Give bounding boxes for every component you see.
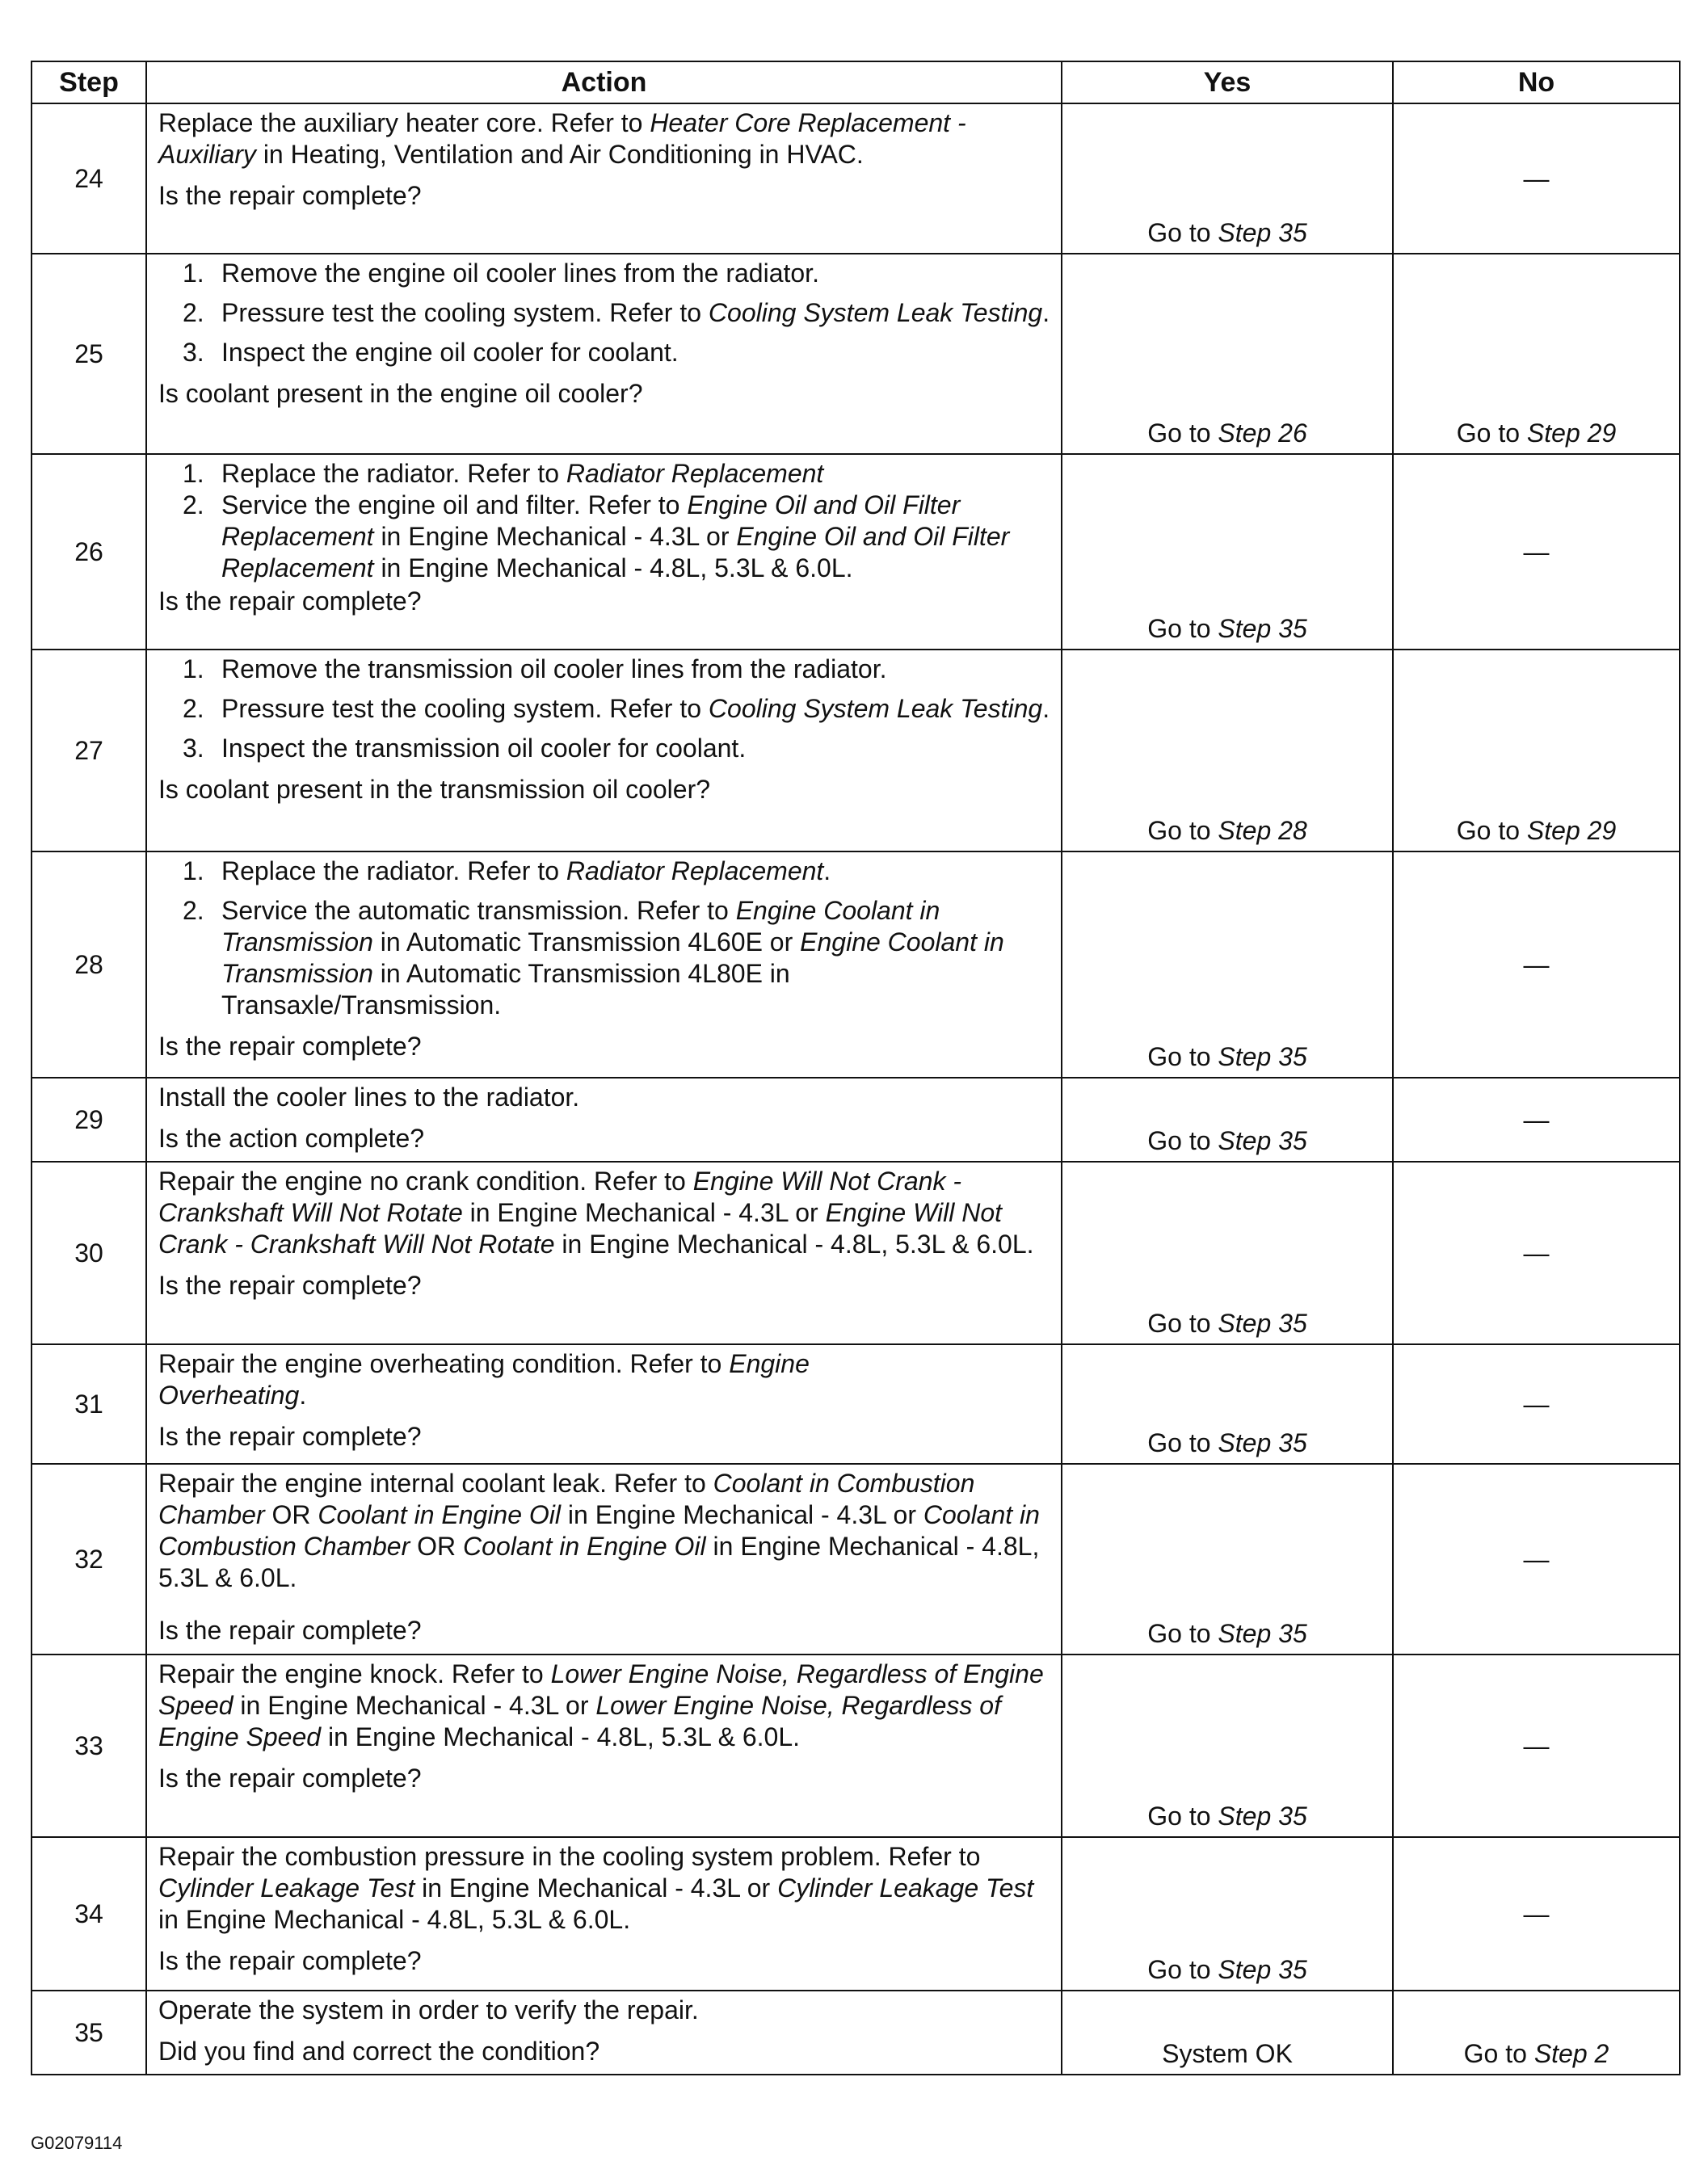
action-text: Install the cooler lines to the radiator. <box>158 1083 580 1112</box>
no-cell: — <box>1393 1655 1680 1837</box>
table-row <box>32 1162 1680 1344</box>
reference-link: Cylinder Leakage Test <box>777 1873 1034 1903</box>
table-row <box>32 1655 1680 1837</box>
yes-cell: Go to Step 35 <box>1062 1344 1393 1464</box>
reference-link: Coolant in Combustion Chamber <box>158 1500 1040 1561</box>
action-cell <box>146 1464 1062 1655</box>
question-text: Is the repair complete? <box>158 1764 422 1793</box>
reference-link: Lower Engine Noise, Regardless of Engine Speed <box>158 1691 1001 1751</box>
table-row <box>32 650 1680 851</box>
list-item: 3. Inspect the transmission oil cooler for coolant. <box>183 734 747 763</box>
table-row <box>32 103 1680 254</box>
yes-cell: Go to Step 35 <box>1062 103 1393 254</box>
no-cell: Go to Step 29 <box>1393 254 1680 454</box>
yes-cell: Go to Step 35 <box>1062 1162 1393 1344</box>
reference-link: Heater Core Replacement - Auxiliary <box>158 108 966 169</box>
list-item: 1. Remove the transmission oil cooler lines from the radiator. <box>183 654 887 683</box>
action-list <box>158 258 1051 368</box>
list-item: 2. Pressure test the cooling system. Refer to Cooling System Leak Testing. <box>183 298 1050 327</box>
question-text: Is the repair complete? <box>158 1271 422 1300</box>
action-cell <box>146 454 1062 650</box>
action-text: Repair the engine knock. Refer to Lower Engine Noise, Regardless of Engine Speed in Engine Mechanical - 4.3L or Lower Engine Noise, Regardless of Engine Speed in Engine Mechanical - 4.8L, 5.3L & 6.0L. <box>158 1659 1044 1751</box>
action-list <box>158 458 1051 584</box>
step-number: 33 <box>32 1655 146 1837</box>
step-number: 29 <box>32 1078 146 1162</box>
yes-cell: Go to Step 35 <box>1062 1464 1393 1655</box>
reference-link: Coolant in Combustion Chamber <box>158 1469 975 1529</box>
table-row <box>32 1078 1680 1162</box>
reference-link: Lower Engine Noise, Regardless of Engine Speed <box>158 1659 1044 1720</box>
question-text: Is the repair complete? <box>158 1032 422 1061</box>
step-number: 30 <box>32 1162 146 1344</box>
action-text: Repair the engine overheating condition. Refer to Engine Overheating. <box>158 1349 810 1410</box>
table-row <box>32 1837 1680 1991</box>
reference-link: Coolant in Engine Oil <box>463 1532 706 1561</box>
list-item: 1. Replace the radiator. Refer to Radiator Replacement <box>183 459 824 488</box>
yes-cell: Go to Step 35 <box>1062 851 1393 1078</box>
action-cell <box>146 650 1062 851</box>
yes-cell: Go to Step 28 <box>1062 650 1393 851</box>
list-item: 2. Service the automatic transmission. Refer to Engine Coolant in Transmission in Automatic Transmission 4L60E or Engine Coolant in Transmission in Automatic Transmission 4L80E in Transaxle/Transmission. <box>183 896 1004 1020</box>
list-item: 1. Replace the radiator. Refer to Radiator Replacement. <box>183 856 831 885</box>
action-cell <box>146 1655 1062 1837</box>
action-text: Repair the engine no crank condition. Refer to Engine Will Not Crank - Crankshaft Will Not Rotate in Engine Mechanical - 4.3L or Engine Will Not Crank - Crankshaft Will Not Rotate in Engine Mechanical - 4.8L, 5.3L & 6.0L. <box>158 1167 1034 1259</box>
question-text: Is the repair complete? <box>158 181 422 210</box>
step-number: 32 <box>32 1464 146 1655</box>
diagnostic-table <box>31 61 1681 2075</box>
table-row <box>32 1464 1680 1655</box>
action-text: Repair the combustion pressure in the cooling system problem. Refer to Cylinder Leakage Test in Engine Mechanical - 4.3L or Cylinder Leakage Test in Engine Mechanical - 4.8L, 5.3L & 6.0L. <box>158 1842 1034 1934</box>
question-text: Is coolant present in the transmission oil cooler? <box>158 775 711 804</box>
no-cell: — <box>1393 1837 1680 1991</box>
yes-cell: Go to Step 26 <box>1062 254 1393 454</box>
header-no: No <box>1393 61 1680 103</box>
no-cell: — <box>1393 851 1680 1078</box>
reference-link: Engine Will Not Crank - Crankshaft Will Not Rotate <box>158 1167 961 1227</box>
action-cell <box>146 1837 1062 1991</box>
question-text: Is the repair complete? <box>158 1946 422 1975</box>
yes-cell: Go to Step 35 <box>1062 1078 1393 1162</box>
action-cell <box>146 1078 1062 1162</box>
no-cell: — <box>1393 103 1680 254</box>
yes-cell: Go to Step 35 <box>1062 1837 1393 1991</box>
yes-cell: System OK <box>1062 1991 1393 2075</box>
reference-link: Engine Coolant in Transmission <box>221 896 940 957</box>
reference-link: Coolant in Engine Oil <box>318 1500 562 1529</box>
no-cell: — <box>1393 1162 1680 1344</box>
reference-link: Cooling System Leak Testing <box>708 694 1043 723</box>
table-row <box>32 1991 1680 2075</box>
action-list <box>158 654 1051 764</box>
yes-cell: Go to Step 35 <box>1062 1655 1393 1837</box>
reference-link: Engine Oil and Oil Filter Replacement <box>221 522 1010 582</box>
action-text: Replace the auxiliary heater core. Refer to Heater Core Replacement - Auxiliary in Heating, Ventilation and Air Conditioning in HVAC. <box>158 108 966 169</box>
header-row <box>32 61 1680 103</box>
action-cell <box>146 254 1062 454</box>
action-list <box>158 856 1051 1021</box>
table-row <box>32 851 1680 1078</box>
step-number: 34 <box>32 1837 146 1991</box>
action-cell <box>146 1344 1062 1464</box>
question-text: Is the repair complete? <box>158 587 422 616</box>
header-yes: Yes <box>1062 61 1393 103</box>
figure-id: G02079114 <box>31 2133 123 2153</box>
question-text: Did you find and correct the condition? <box>158 2037 600 2066</box>
no-cell: — <box>1393 454 1680 650</box>
no-cell: Go to Step 29 <box>1393 650 1680 851</box>
table-row <box>32 454 1680 650</box>
no-cell: — <box>1393 1078 1680 1162</box>
action-text: Repair the engine internal coolant leak. Refer to Coolant in Combustion Chamber OR Coolant in Engine Oil in Engine Mechanical - 4.3L or Coolant in Combustion Chamber OR Coolant in Engine Oil in Engine Mechanical - 4.8L, 5.3L & 6.0L. <box>158 1469 1040 1592</box>
action-cell <box>146 851 1062 1078</box>
action-cell <box>146 103 1062 254</box>
question-text: Is the repair complete? <box>158 1616 422 1645</box>
reference-link: Radiator Replacement <box>566 459 824 488</box>
yes-cell: Go to Step 35 <box>1062 454 1393 650</box>
question-text: Is the action complete? <box>158 1124 425 1153</box>
header-step: Step <box>32 61 146 103</box>
question-text: Is coolant present in the engine oil cooler? <box>158 379 643 408</box>
list-item: 3. Inspect the engine oil cooler for coolant. <box>183 338 679 367</box>
reference-link: Engine Coolant in Transmission <box>221 927 1004 988</box>
table-row <box>32 254 1680 454</box>
list-item: 2. Pressure test the cooling system. Refer to Cooling System Leak Testing. <box>183 694 1050 723</box>
reference-link: Radiator Replacement <box>566 856 824 885</box>
question-text: Is the repair complete? <box>158 1422 422 1451</box>
step-number: 26 <box>32 454 146 650</box>
no-cell: Go to Step 2 <box>1393 1991 1680 2075</box>
reference-link: Engine Overheating <box>158 1349 810 1410</box>
no-cell: — <box>1393 1464 1680 1655</box>
step-number: 25 <box>32 254 146 454</box>
list-item: 1. Remove the engine oil cooler lines from the radiator. <box>183 259 819 288</box>
reference-link: Cylinder Leakage Test <box>158 1873 415 1903</box>
reference-link: Engine Oil and Oil Filter Replacement <box>221 490 961 551</box>
step-number: 35 <box>32 1991 146 2075</box>
list-item: 2. Service the engine oil and filter. Refer to Engine Oil and Oil Filter Replacement in Engine Mechanical - 4.3L or Engine Oil and Oil Filter Replacement in Engine Mechanical - 4.8L, 5.3L & 6.0L. <box>183 490 1010 582</box>
action-cell <box>146 1991 1062 2075</box>
step-number: 31 <box>32 1344 146 1464</box>
reference-link: Engine Will Not Crank - Crankshaft Will Not Rotate <box>158 1198 1003 1259</box>
reference-link: Cooling System Leak Testing <box>708 298 1043 327</box>
step-number: 27 <box>32 650 146 851</box>
action-text: Operate the system in order to verify the repair. <box>158 1995 699 2025</box>
table-row <box>32 1344 1680 1464</box>
no-cell: — <box>1393 1344 1680 1464</box>
step-number: 28 <box>32 851 146 1078</box>
action-cell <box>146 1162 1062 1344</box>
step-number: 24 <box>32 103 146 254</box>
header-action: Action <box>146 61 1062 103</box>
